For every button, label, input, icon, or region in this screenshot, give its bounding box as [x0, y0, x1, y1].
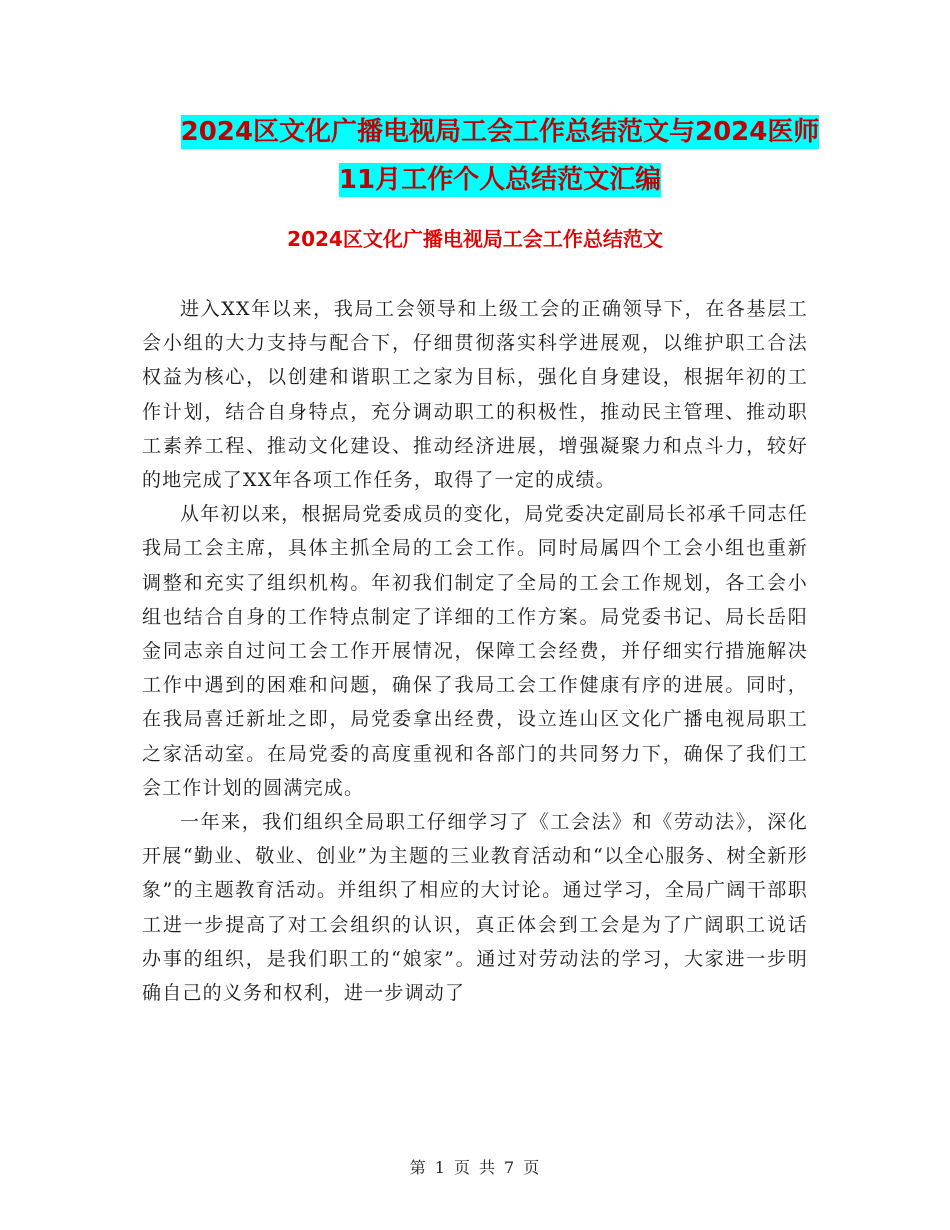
document-title-line2: 11月工作个人总结范文汇编: [338, 165, 662, 195]
footer-page-word: 页: [453, 1158, 471, 1177]
body-text: [142, 292, 808, 1010]
document-title: [140, 108, 860, 204]
footer-prefix: 第: [409, 1158, 427, 1177]
footer-total-pages: 7: [504, 1158, 516, 1177]
paragraph: 进入XX年以来，我局工会领导和上级工会的正确领导下，在各基层工会小组的大力支持与配合下，仔细贯彻落实科学进展观，以维护职工合法权益为核心，以创建和谐职工之家为目标，强化自身建设，根据年初的工作计划，结合自身特点，充分调动职工的积极性，推动民主管理、推动职工素养工程、推动文化建设、推动经济进展，增强凝聚力和点斗力，较好的地完成了XX年各项工作任务，取得了一定的成绩。: [142, 298, 808, 492]
footer-suffix: 页: [523, 1158, 541, 1177]
section-title: 2024区文化广播电视局工会工作总结范文: [287, 227, 663, 251]
document-title-line1: 2024区文化广播电视局工会工作总结范文与2024医师: [180, 117, 820, 147]
paragraph: 一年来，我们组织全局职工仔细学习了《工会法》和《劳动法》，深化开展“勤业、敬业、创业”为主题的三业教育活动和“以全心服务、树全新形象”的主题教育活动。并组织了相应的大讨论。通过学习，全局广阔干部职工进一步提高了对工会组织的认识，真正体会到工会是为了广阔职工说话办事的组织，是我们职工的“娘家”。通过对劳动法的学习，大家进一步明确自己的义务和权利，进一步调动了: [142, 811, 808, 1005]
footer-current-page: 1: [434, 1158, 446, 1177]
paragraph: 从年初以来，根据局党委成员的变化，局党委决定副局长祁承千同志任我局工会主席，具体主抓全局的工会工作。同时局属四个工会小组也重新调整和充实了组织机构。年初我们制定了全局的工会工作规划，各工会小组也结合自身的工作特点制定了详细的工作方案。局党委书记、局长岳阳金同志亲自过问工会工作开展情况，保障工会经费，并仔细实行措施解决工作中遇到的困难和问题，确保了我局工会工作健康有序的进展。同时，在我局喜迁新址之即，局党委拿出经费，设立连山区文化广播电视局职工之家活动室。在局党委的高度重视和各部门的共同努力下，确保了我们工会工作计划的圆满完成。: [142, 503, 808, 799]
footer-total-word: 共: [479, 1158, 497, 1177]
page-footer: [0, 1155, 950, 1178]
